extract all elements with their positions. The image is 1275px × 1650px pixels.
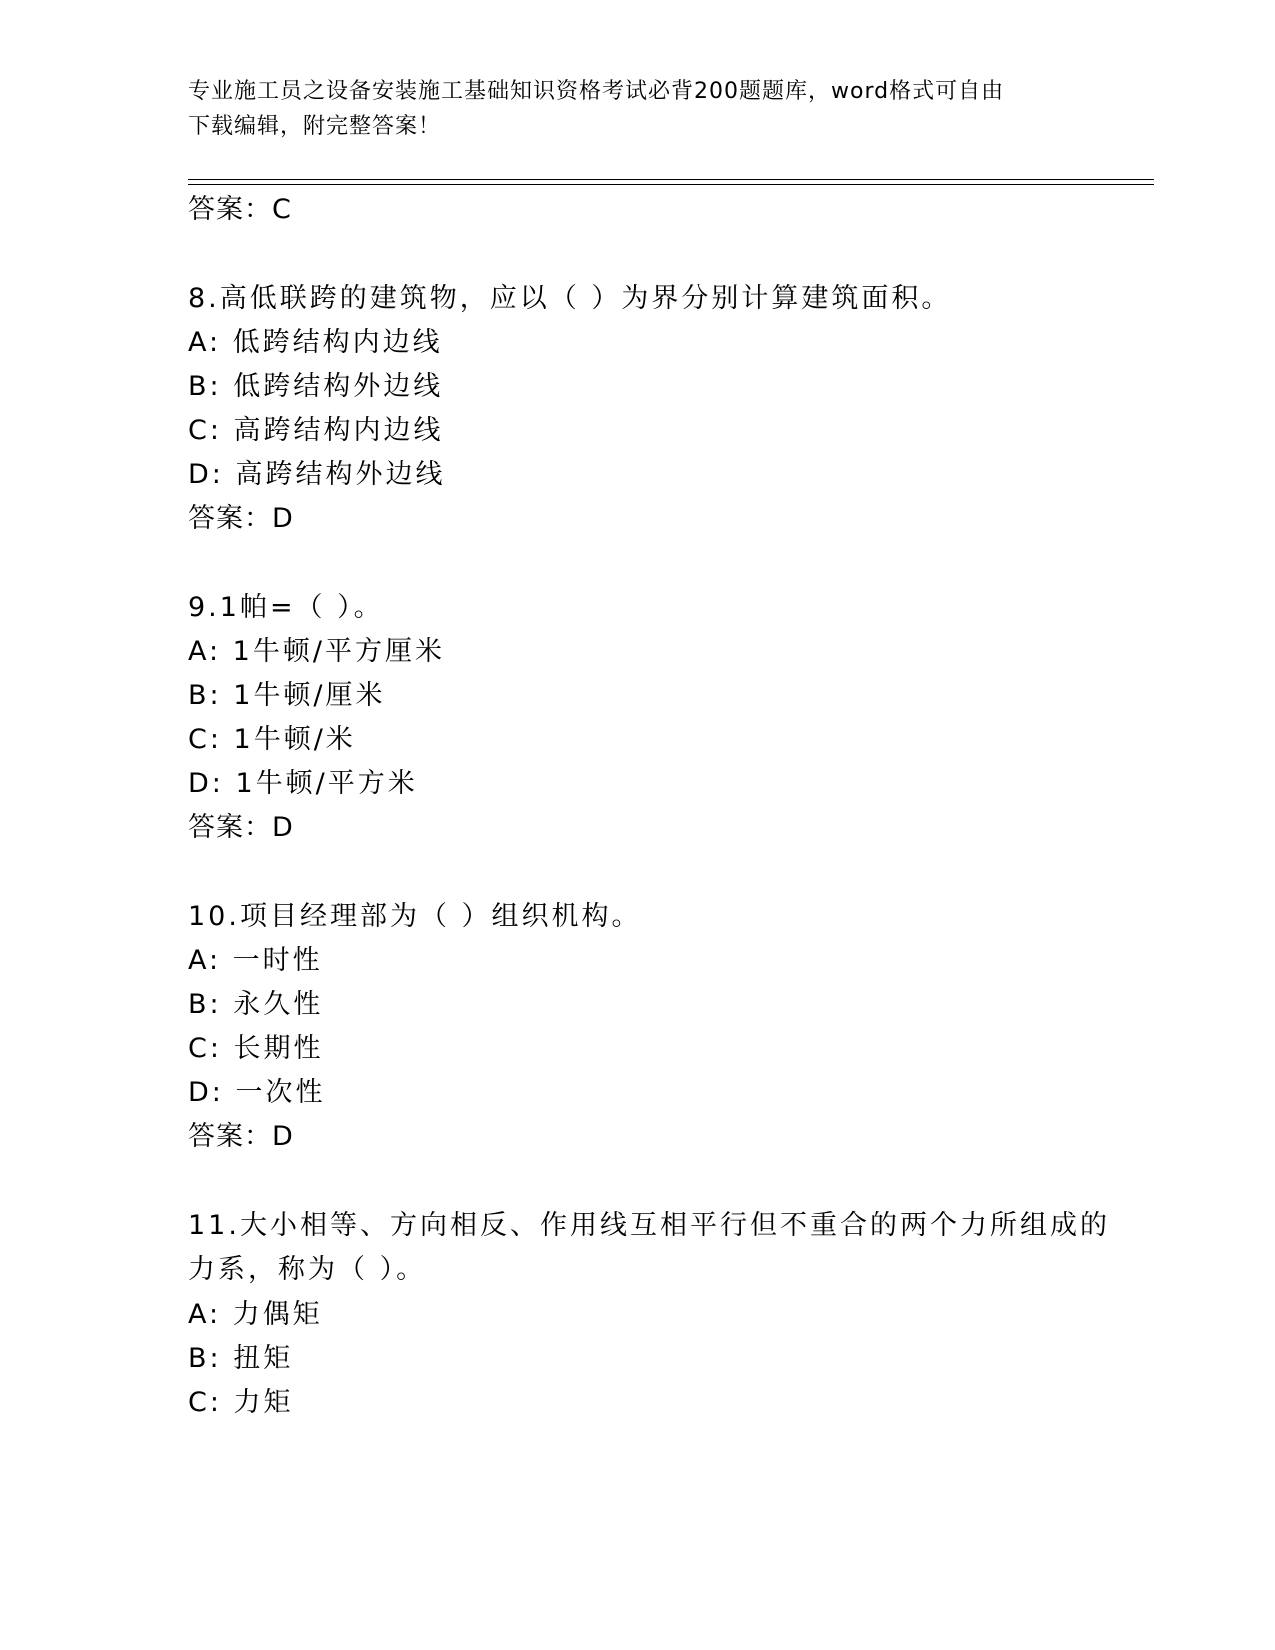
question-11-option-a: A: 力偶矩 [188,1299,323,1330]
question-10-option-a: A: 一时性 [188,945,323,976]
header-line-2: 下载编辑，附完整答案！ [188,114,442,139]
question-8-stem: 8.高低联跨的建筑物，应以（ ）为界分别计算建筑面积。 [188,283,952,314]
previous-answer: 答案：C [188,194,292,225]
question-8-option-a: A: 低跨结构内边线 [188,327,443,358]
question-9-stem: 9.1帕=（ ）。 [188,592,384,623]
question-10-stem: 10.项目经理部为（ ）组织机构。 [188,901,642,932]
question-10-answer: 答案：D [188,1121,294,1152]
document-header [188,74,1068,144]
question-11-stem-line-2: 力系，称为（ ）。 [188,1254,427,1285]
header-rule-bottom [188,184,1154,185]
question-11-option-b: B: 扭矩 [188,1343,294,1374]
question-10-option-d: D: 一次性 [188,1077,326,1108]
question-9-option-d: D: 1牛顿/平方米 [188,768,418,799]
question-8-option-b: B: 低跨结构外边线 [188,371,444,402]
question-8-option-d: D: 高跨结构外边线 [188,459,446,490]
question-10-option-b: B: 永久性 [188,989,324,1020]
header-line-1: 专业施工员之设备安装施工基础知识资格考试必背200题题库，word格式可自由 [188,79,1005,104]
question-9-option-a: A: 1牛顿/平方厘米 [188,636,445,667]
question-11-option-c: C: 力矩 [188,1387,294,1418]
question-11-stem-line-1: 11.大小相等、方向相反、作用线互相平行但不重合的两个力所组成的 [188,1210,1110,1241]
question-8-option-c: C: 高跨结构内边线 [188,415,444,446]
question-10-option-c: C: 长期性 [188,1033,324,1064]
question-9-option-b: B: 1牛顿/厘米 [188,680,386,711]
question-9-option-c: C: 1牛顿/米 [188,724,356,755]
question-8-answer: 答案：D [188,503,294,534]
question-9-answer: 答案：D [188,812,294,843]
header-rule-top [188,179,1154,180]
